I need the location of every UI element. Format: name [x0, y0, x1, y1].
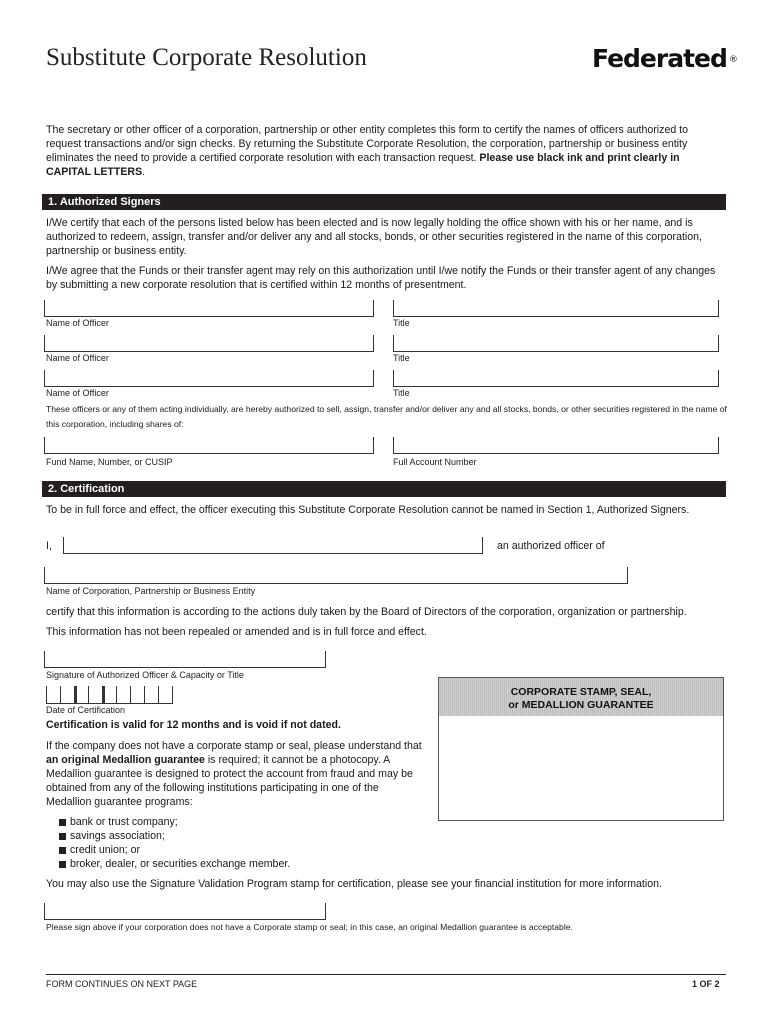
authorized-officer-of-label: an authorized officer of	[497, 540, 605, 552]
federated-logo: Federated ®	[592, 44, 738, 73]
fund-name-label: Fund Name, Number, or CUSIP	[46, 457, 173, 467]
officers-note: These officers or any of them acting individually, are hereby authorized to sell, assign, transfer and/or deliver any and all stocks, bonds, or other securities registered in the name of this corporation, including shares of:	[46, 404, 727, 429]
section2-paragraph: To be in full force and effect, the officer executing this Substitute Corporate Resolution cannot be named in Section 1, Authorized Signers.	[46, 504, 690, 516]
institution-list	[59, 815, 290, 871]
officer-1-title-label: Title	[393, 318, 410, 328]
officer-3-name-label: Name of Officer	[46, 388, 109, 398]
sign-above-note: Please sign above if your corporation does not have a Corporate stamp or seal; in this case, an original Medallion guarantee is acceptable.	[46, 922, 573, 932]
i-label: I,	[46, 540, 52, 552]
officer-3-title-field[interactable]	[393, 370, 719, 387]
officer-1-name-field[interactable]	[44, 300, 374, 317]
footer-divider	[46, 974, 726, 975]
signature-field[interactable]	[44, 651, 326, 668]
list-item: bank or trust company;	[59, 815, 290, 829]
svp-text: You may also use the Signature Validation Program stamp for certification, please see your financial institution for more information.	[46, 878, 662, 890]
page-number: 1 OF 2	[692, 979, 720, 989]
signature-label: Signature of Authorized Officer & Capacity or Title	[46, 670, 244, 680]
stamp-box-header: CORPORATE STAMP, SEAL, or MEDALLION GUARANTEE	[439, 678, 723, 716]
corporation-name-label: Name of Corporation, Partnership or Business Entity	[46, 586, 256, 596]
officer-2-name-label: Name of Officer	[46, 353, 109, 363]
date-of-certification-field[interactable]	[46, 686, 173, 704]
list-item: broker, dealer, or securities exchange member.	[59, 857, 290, 871]
officer-3-title-label: Title	[393, 388, 410, 398]
corporation-name-field[interactable]	[44, 567, 628, 584]
officer-name-field[interactable]	[63, 537, 483, 554]
alternate-signature-field[interactable]	[44, 903, 326, 920]
page-title: Substitute Corporate Resolution	[46, 44, 367, 71]
list-item: credit union; or	[59, 843, 290, 857]
section2-heading: 2. Certification	[42, 481, 726, 497]
date-label: Date of Certification	[46, 705, 126, 715]
section1-paragraph-1: I/We certify that each of the persons listed below has been elected and is now legally holding the office shown with his or her name, and is authorized to redeem, assign, transfer and/or deliver any and all stocks, bonds, or other securities registered in the name of this corporation, partnership or business entity.	[46, 217, 702, 257]
officer-2-title-field[interactable]	[393, 335, 719, 352]
officer-1-name-label: Name of Officer	[46, 318, 109, 328]
intro-text: The secretary or other officer of a corporation, partnership or other entity completes this form to certify the names of officers authorized to request transactions and/or sign checks. By returning the Substitute Corporate Resolution, the corporation, partnership or business entity eliminates the need to provide a certified corporate resolution with each transaction request. Please use black ink and print clearly in CAPITAL LETTERS.	[46, 124, 689, 178]
medallion-text: If the company does not have a corporate stamp or seal, please understand that an original Medallion guarantee is required; it cannot be a photocopy. A Medallion guarantee is designed to protect the account from fraud and may be obtained from any of the following institutions participating in one of the Medallion guarantee programs:	[46, 740, 422, 808]
section1-paragraph-2: I/We agree that the Funds or their transfer agent may rely on this authorization until I/we notify the Funds or their transfer agent of any changes by submitting a new corporate resolution that is certified within 12 months of presentment.	[46, 265, 716, 291]
account-number-label: Full Account Number	[393, 457, 477, 467]
validity-note: Certification is valid for 12 months and is void if not dated.	[46, 719, 341, 731]
certify-text: certify that this information is according to the actions duly taken by the Board of Directors of the corporation, organization or partnership.	[46, 606, 687, 618]
officer-1-title-field[interactable]	[393, 300, 719, 317]
officer-2-title-label: Title	[393, 353, 410, 363]
officer-3-name-field[interactable]	[44, 370, 374, 387]
list-item: savings association;	[59, 829, 290, 843]
section1-heading: 1. Authorized Signers	[42, 194, 726, 210]
not-repealed-text: This information has not been repealed or amended and is in full force and effect.	[46, 626, 427, 638]
account-number-field[interactable]	[393, 437, 719, 454]
officer-2-name-field[interactable]	[44, 335, 374, 352]
form-continues-label: FORM CONTINUES ON NEXT PAGE	[46, 979, 198, 989]
fund-name-field[interactable]	[44, 437, 374, 454]
corporate-stamp-box[interactable]	[438, 677, 724, 821]
